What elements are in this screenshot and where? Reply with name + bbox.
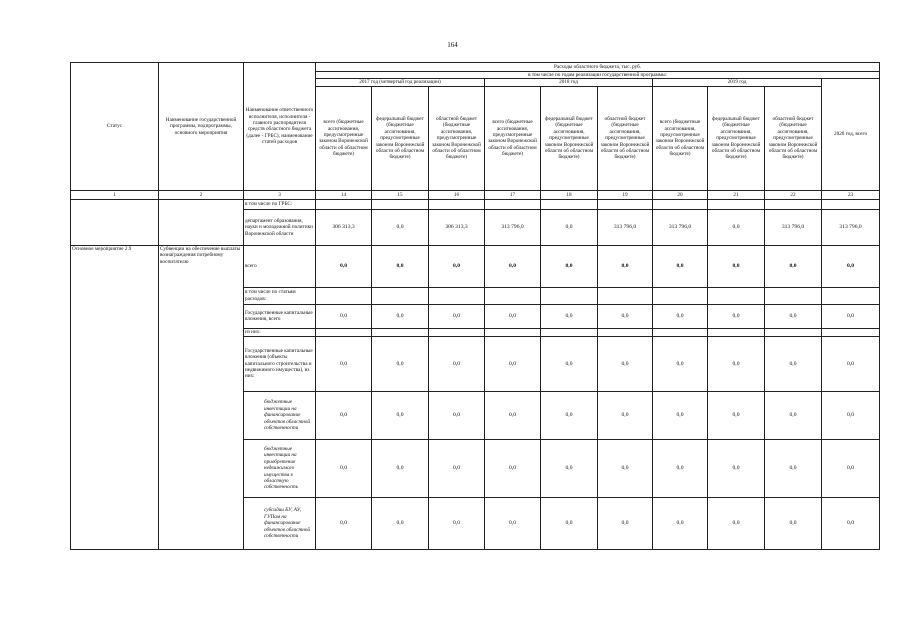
value-cell: 0,0	[598, 391, 653, 439]
value-cell: 0,0	[372, 439, 429, 497]
value-cell	[653, 328, 708, 336]
value-cell: 0,0	[765, 439, 822, 497]
header-2017-regional: областной бюджет (бюджетные ассигнования, предусмотренные законом Воронежской области об областном бюджете)	[429, 86, 485, 190]
header-year-2019: 2019 год	[653, 79, 822, 86]
value-cell: 0,0	[708, 439, 765, 497]
program-cell	[159, 199, 244, 245]
header-year-2020: 2020 год, всего	[822, 79, 880, 190]
value-cell	[708, 287, 765, 304]
header-by-years: в том числе по годам реализации государственной программы:	[316, 72, 880, 79]
value-cell: 0,0	[653, 336, 708, 391]
value-cell: 0,0	[708, 336, 765, 391]
value-cell: 0,0	[822, 336, 880, 391]
value-cell: 313 796,0	[485, 209, 541, 245]
value-cell: 306 313,3	[429, 209, 485, 245]
value-cell	[316, 199, 372, 209]
value-cell: 0,0	[316, 439, 372, 497]
value-cell: 0,0	[429, 336, 485, 391]
value-cell: 0,0	[316, 245, 372, 287]
value-cell	[708, 199, 765, 209]
value-cell	[316, 328, 372, 336]
value-cell: 0,0	[708, 497, 765, 549]
expense-item-label: в том числе по ГРБС:	[244, 199, 316, 209]
value-cell	[485, 287, 541, 304]
value-cell: 0,0	[765, 245, 822, 287]
value-cell	[429, 328, 485, 336]
value-cell: 0,0	[541, 304, 598, 328]
value-cell: 0,0	[316, 391, 372, 439]
col-num: 21	[708, 190, 765, 199]
col-num: 16	[429, 190, 485, 199]
col-num: 14	[316, 190, 372, 199]
value-cell: 0,0	[541, 439, 598, 497]
value-cell: 0,0	[372, 304, 429, 328]
header-2018-regional: областной бюджет (бюджетные ассигнования, предусмотренные законом Воронежской области об областном бюджете)	[598, 86, 653, 190]
value-cell	[372, 328, 429, 336]
budget-table	[70, 62, 880, 550]
value-cell: 0,0	[541, 336, 598, 391]
value-cell	[372, 287, 429, 304]
header-program-name: Наименование государственной программы, подпрограммы, основного мероприятия	[159, 63, 244, 191]
value-cell	[541, 199, 598, 209]
value-cell: 0,0	[765, 336, 822, 391]
expense-item-label: департамент образования, науки и молодежной политики Воронежской области	[244, 209, 316, 245]
header-2017-total: всего (бюджетные ассигнования, предусмотренные законом Воронежской области об областном бюджете)	[316, 86, 372, 190]
col-num: 3	[244, 190, 316, 199]
value-cell: 0,0	[598, 304, 653, 328]
header-expenses-title: Расходы областного бюджета, тыс. руб.	[316, 63, 880, 72]
value-cell: 313 796,0	[822, 209, 880, 245]
value-cell: 0,0	[653, 304, 708, 328]
header-2019-federal: федеральный бюджет (бюджетные ассигнования, предусмотренные законом Воронежской области об областном бюджете)	[708, 86, 765, 190]
header-2019-regional: областной бюджет (бюджетные ассигнования, предусмотренные законом Воронежской области об областном бюджете)	[765, 86, 822, 190]
value-cell: 0,0	[598, 245, 653, 287]
expense-item-label: бюджетные инвестиции на приобретение недвижимого имущества в областную собственность	[244, 439, 316, 497]
col-num: 20	[653, 190, 708, 199]
col-num: 18	[541, 190, 598, 199]
value-cell	[429, 287, 485, 304]
header-2018-federal: федеральный бюджет (бюджетные ассигнования, предусмотренные законом Воронежской области об областном бюджете)	[541, 86, 598, 190]
value-cell: 0,0	[765, 304, 822, 328]
col-num: 19	[598, 190, 653, 199]
value-cell	[541, 287, 598, 304]
value-cell: 0,0	[541, 497, 598, 549]
value-cell: 0,0	[822, 439, 880, 497]
value-cell: 0,0	[541, 209, 598, 245]
value-cell: 0,0	[372, 391, 429, 439]
expense-item-label: бюджетные инвестиции на финансирование объектов областной собственности	[244, 391, 316, 439]
col-num: 1	[71, 190, 159, 199]
value-cell: 0,0	[765, 497, 822, 549]
value-cell: 0,0	[822, 497, 880, 549]
value-cell: 0,0	[316, 497, 372, 549]
value-cell: 306 313,3	[316, 209, 372, 245]
value-cell: 0,0	[708, 245, 765, 287]
value-cell: 0,0	[822, 245, 880, 287]
value-cell: 0,0	[708, 209, 765, 245]
value-cell: 0,0	[485, 497, 541, 549]
value-cell: 0,0	[708, 304, 765, 328]
col-num: 2	[159, 190, 244, 199]
value-cell	[708, 328, 765, 336]
value-cell	[598, 199, 653, 209]
status-cell: Основное мероприятие 2.9	[71, 245, 159, 549]
value-cell: 313 796,0	[653, 209, 708, 245]
value-cell	[316, 287, 372, 304]
value-cell: 0,0	[429, 391, 485, 439]
value-cell: 0,0	[598, 497, 653, 549]
header-2017-federal: федеральный бюджет (бюджетные ассигнования, предусмотренные законом Воронежской области об областном бюджете)	[372, 86, 429, 190]
value-cell: 0,0	[316, 304, 372, 328]
page-number: 164	[447, 41, 458, 49]
value-cell	[541, 328, 598, 336]
value-cell	[598, 287, 653, 304]
value-cell	[822, 287, 880, 304]
header-2019-total: всего (бюджетные ассигнования, предусмотренные законом Воронежской области об областном бюджете)	[653, 86, 708, 190]
value-cell: 0,0	[485, 304, 541, 328]
value-cell	[372, 199, 429, 209]
value-cell: 313 796,0	[765, 209, 822, 245]
header-2018-total: всего (бюджетные ассигнования, предусмотренные законом Воронежской области об областном бюджете)	[485, 86, 541, 190]
expense-item-label: Государственные капитальные вложения, всего	[244, 304, 316, 328]
value-cell: 0,0	[822, 304, 880, 328]
expense-item-label: субсидии БУ, АУ, ГУПам на финансирование объектов областной собственности	[244, 497, 316, 549]
value-cell: 0,0	[429, 245, 485, 287]
value-cell	[653, 199, 708, 209]
value-cell	[765, 287, 822, 304]
value-cell: 313 796,0	[598, 209, 653, 245]
value-cell: 0,0	[372, 336, 429, 391]
header-executor: Наименование ответственного исполнителя, исполнителя - главного распорядителя средств областного бюджета (далее - ГРБС), наименование статей расходов	[244, 63, 316, 191]
value-cell: 0,0	[429, 304, 485, 328]
value-cell: 0,0	[429, 497, 485, 549]
value-cell: 0,0	[429, 439, 485, 497]
value-cell	[765, 328, 822, 336]
expense-item-label: из них:	[244, 328, 316, 336]
value-cell: 0,0	[598, 439, 653, 497]
value-cell: 0,0	[541, 245, 598, 287]
value-cell	[822, 199, 880, 209]
value-cell: 0,0	[765, 391, 822, 439]
expense-item-label: Государственные капитальные вложения (объекты капитального строительства и недвижимого имущества), из них:	[244, 336, 316, 391]
value-cell	[653, 287, 708, 304]
value-cell: 0,0	[316, 336, 372, 391]
program-cell: Субвенции на обеспечение выплаты вознаграждения потребному воспитателю	[159, 245, 244, 549]
value-cell: 0,0	[822, 391, 880, 439]
status-cell	[71, 199, 159, 245]
value-cell	[765, 199, 822, 209]
header-year-2018: 2018 год	[485, 79, 653, 86]
col-num: 23	[822, 190, 880, 199]
value-cell	[485, 328, 541, 336]
column-numbers-row	[71, 190, 880, 199]
value-cell: 0,0	[653, 391, 708, 439]
expense-item-label: в том числе по статьям расходов:	[244, 287, 316, 304]
value-cell: 0,0	[372, 209, 429, 245]
value-cell: 0,0	[485, 439, 541, 497]
value-cell: 0,0	[372, 245, 429, 287]
value-cell: 0,0	[598, 336, 653, 391]
header-status: Статус	[71, 63, 159, 191]
value-cell: 0,0	[653, 245, 708, 287]
value-cell: 0,0	[653, 439, 708, 497]
col-num: 22	[765, 190, 822, 199]
value-cell: 0,0	[708, 391, 765, 439]
value-cell: 0,0	[485, 391, 541, 439]
value-cell	[485, 199, 541, 209]
header-year-2017: 2017 год (четвертый год реализации)	[316, 79, 485, 86]
value-cell: 0,0	[485, 245, 541, 287]
expense-item-label: всего	[244, 245, 316, 287]
col-num: 15	[372, 190, 429, 199]
table-row	[71, 199, 880, 209]
table-row	[71, 245, 880, 287]
value-cell	[822, 328, 880, 336]
value-cell	[598, 328, 653, 336]
value-cell: 0,0	[541, 391, 598, 439]
value-cell: 0,0	[485, 336, 541, 391]
col-num: 17	[485, 190, 541, 199]
value-cell: 0,0	[653, 497, 708, 549]
value-cell	[429, 199, 485, 209]
value-cell: 0,0	[372, 497, 429, 549]
